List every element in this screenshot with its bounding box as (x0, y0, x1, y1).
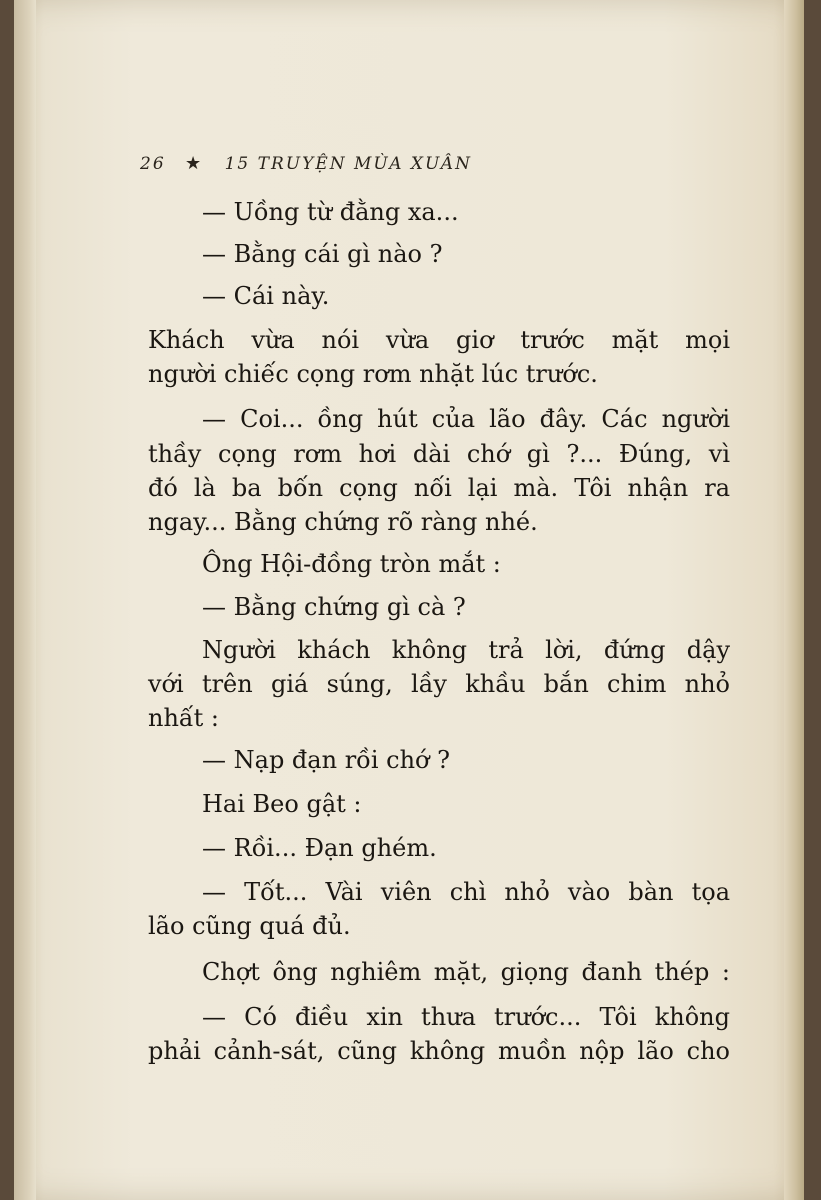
text-line: ngay... Bằng chứng rõ ràng nhé. (148, 508, 538, 536)
text-line: phải cảnh-sát, cũng không muồn nộp lão cho (148, 1037, 730, 1065)
text-line: Người khách không trả lời, đứng dậy (202, 636, 730, 664)
running-head (140, 153, 472, 174)
text-line: với trên giá súng, lầy khầu bắn chim nhỏ (148, 670, 730, 698)
text-line: — Rồi... Đạn ghém. (202, 834, 437, 862)
text-line: thầy cọng rơm hơi dài chớ gì ?... Đúng, vì (148, 440, 730, 468)
text-line: — Nạp đạn rồi chớ ? (202, 746, 450, 774)
text-line: Chợt ông nghiêm mặt, giọng đanh thép : (202, 958, 730, 986)
book-title: 15 TRUYỆN MÙA XUÂN (224, 154, 472, 174)
text-line: lão cũng quá đủ. (148, 912, 351, 940)
text-line: — Cái này. (202, 282, 330, 310)
text-line: — Bằng cái gì nào ? (202, 240, 443, 268)
page-right-edge (784, 0, 804, 1200)
text-line: — Tốt... Vài viên chì nhỏ vào bàn tọa (202, 878, 730, 906)
text-line: Hai Beo gật : (202, 790, 362, 818)
star-icon: ★ (185, 153, 204, 174)
page-number: 26 (140, 154, 166, 174)
book-page (14, 0, 804, 1200)
text-line: — Có điều xin thưa trước... Tôi không (202, 1003, 730, 1031)
text-line: — Coi... ồng hút của lão đây. Các người (202, 405, 730, 433)
text-line: Ông Hội-đồng tròn mắt : (202, 550, 501, 578)
text-line: đó là ba bốn cọng nối lại mà. Tôi nhận ra (148, 474, 730, 502)
text-line: — Uồng từ đằng xa... (202, 198, 459, 226)
text-line: — Bằng chứng gì cà ? (202, 593, 466, 621)
text-line: Khách vừa nói vừa giơ trước mặt mọi (148, 326, 730, 354)
text-line: nhất : (148, 704, 219, 732)
page-spine-edge (14, 0, 36, 1200)
text-line: người chiếc cọng rơm nhặt lúc trước. (148, 360, 598, 388)
